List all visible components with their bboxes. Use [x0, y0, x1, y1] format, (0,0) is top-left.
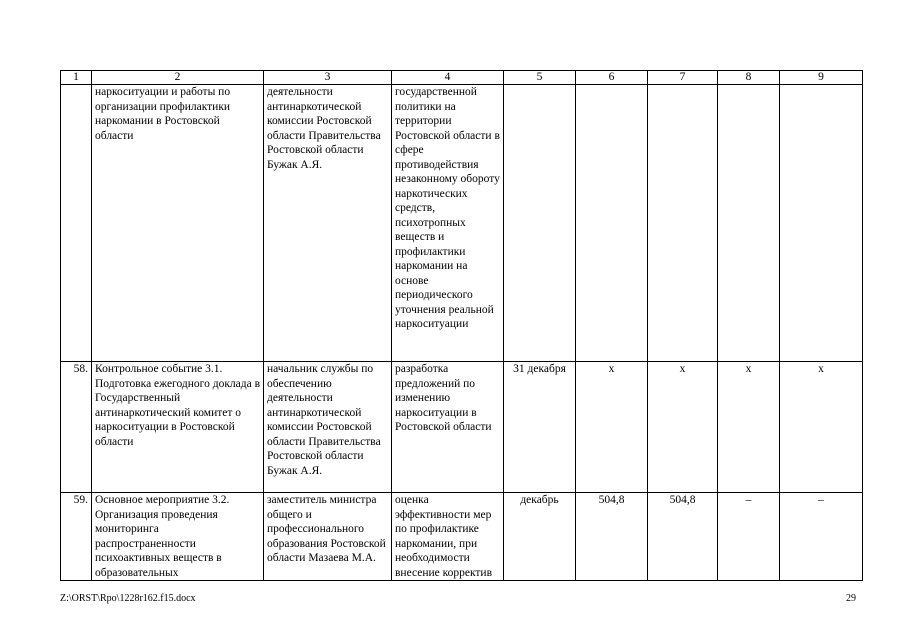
- file-path: Z:\ORST\Rpo\1228r162.f15.docx: [60, 593, 196, 604]
- program-table: [60, 70, 863, 581]
- column-header: 3: [264, 71, 392, 85]
- cell-col8: –: [718, 493, 780, 581]
- cell-col9: –: [780, 493, 863, 581]
- expected-result: государственной политики на территории Ростовской области в сфере противодействия незаконному обороту наркотических средств, психотропных веществ и профилактики наркомании на основе периодического уточнения реальной наркоситуации: [392, 85, 504, 362]
- responsible-person: деятельности антинаркотической комиссии Ростовской области Правительства Ростовской области Бужак А.Я.: [264, 85, 392, 362]
- row-number: 59.: [61, 493, 92, 581]
- column-header: 6: [576, 71, 648, 85]
- row-number: [61, 85, 92, 362]
- table-row: [61, 85, 863, 362]
- deadline: декабрь: [504, 493, 576, 581]
- activity-name: Основное мероприятие 3.2. Организация проведения мониторинга распространенности психоактивных веществ в образовательных: [92, 493, 264, 581]
- column-header: 1: [61, 71, 92, 85]
- cell-col9: х: [780, 362, 863, 493]
- column-header: 4: [392, 71, 504, 85]
- responsible-person: начальник службы по обеспечению деятельности антинаркотической комиссии Ростовской области Правительства Ростовской области Бужак А.Я.: [264, 362, 392, 493]
- cell-col6: [576, 85, 648, 362]
- cell-col7: х: [648, 362, 718, 493]
- column-header: 2: [92, 71, 264, 85]
- activity-name: Контрольное событие 3.1. Подготовка ежегодного доклада в Государственный антинаркотический комитет о наркоситуации в Ростовской области: [92, 362, 264, 493]
- header-row: [61, 71, 863, 85]
- deadline: 31 декабря: [504, 362, 576, 493]
- cell-col9: [780, 85, 863, 362]
- cell-col8: х: [718, 362, 780, 493]
- cell-col6: 504,8: [576, 493, 648, 581]
- cell-col7: [648, 85, 718, 362]
- column-header: 7: [648, 71, 718, 85]
- table-row: [61, 362, 863, 493]
- cell-col7: 504,8: [648, 493, 718, 581]
- row-number: 58.: [61, 362, 92, 493]
- expected-result: разработка предложений по изменению наркоситуации в Ростовской области: [392, 362, 504, 493]
- expected-result: оценка эффективности мер по профилактике наркомании, при необходимости внесение корректив: [392, 493, 504, 581]
- column-header: 8: [718, 71, 780, 85]
- table-row: [61, 493, 863, 581]
- cell-col8: [718, 85, 780, 362]
- deadline: [504, 85, 576, 362]
- responsible-person: заместитель министра общего и профессионального образования Ростовской области Мазаева М.А.: [264, 493, 392, 581]
- activity-name: наркоситуации и работы по организации профилактики наркомании в Ростовской области: [92, 85, 264, 362]
- column-header: 5: [504, 71, 576, 85]
- page-number: 29: [846, 593, 856, 604]
- cell-col6: х: [576, 362, 648, 493]
- column-header: 9: [780, 71, 863, 85]
